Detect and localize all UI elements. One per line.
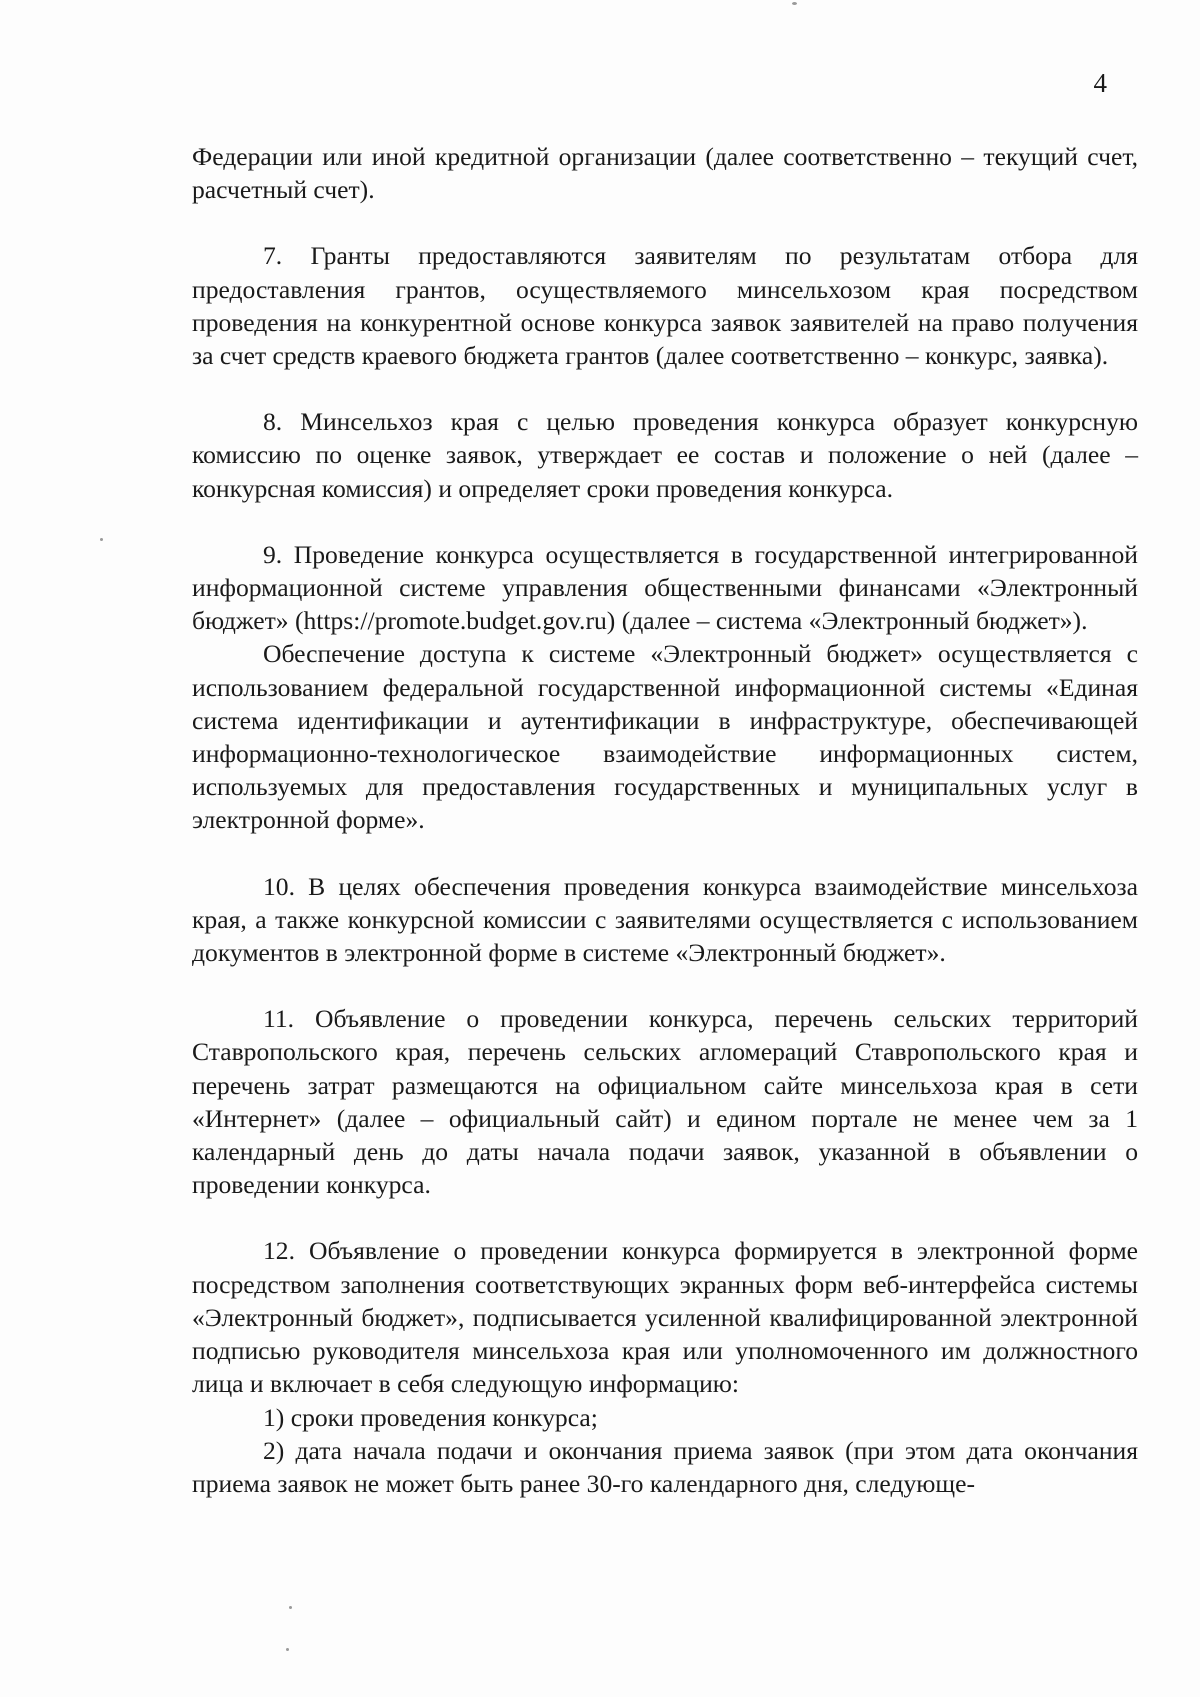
- page-number: 4: [1093, 68, 1107, 98]
- paragraph-9: 9. Проведение конкурса осуществляется в государственной интегрированной информационной системе управления общественными финансами «Электронный бюджет» (https://promote.budget.gov.ru) (далее – система «Электронный бюджет»).: [192, 539, 1138, 636]
- paragraph-7: 7. Гранты предоставляются заявителям по результатам отбора для предоставления грантов, осуществляемого минсельхозом края посредством проведения на конкурентной основе конкурса заявок заявителей на право получения за счет средств краевого бюджета грантов (далее соответственно – конкурс, заявка).: [192, 241, 1138, 371]
- paragraph-10: 10. В целях обеспечения проведения конкурса взаимодействие минсельхоза края, а также конкурсной комиссии с заявителями осуществляется с использованием документов в электронной форме в системе «Электронный бюджет».: [192, 871, 1138, 968]
- scan-speck-bottom-2: [286, 1648, 289, 1651]
- scan-speck-top: [792, 2, 797, 5]
- document-text: [192, 140, 1138, 1500]
- list-item-12-1: 1) сроки проведения конкурса;: [263, 1402, 598, 1432]
- paragraph-8: 8. Минсельхоз края с целью проведения конкурса образует конкурсную комиссию по оценке заявок, утверждает ее состав и положение о ней (далее – конкурсная комиссия) и определяет сроки проведения конкурса.: [192, 407, 1138, 503]
- list-item-12-2: 2) дата начала подачи и окончания приема заявок (при этом дата окончания приема заявок не может быть ранее 30-го календарного дня, следующе-: [192, 1435, 1138, 1498]
- paragraph-11: 11. Объявление о проведении конкурса, перечень сельских территорий Ставропольского края, перечень сельских агломераций Ставропольского края и перечень затрат размещаются на официальном сайте минсельхоза края в сети «Интернет» (далее – официальный сайт) и едином портале не менее чем за 1 календарный день до даты начала подачи заявок, указанной в объявлении о проведении конкурса.: [192, 1004, 1138, 1200]
- paragraph-9-access: Обеспечение доступа к системе «Электронный бюджет» осуществляется с использованием федеральной государственной информационной системы «Единая система идентификации и аутентификации в инфраструктуре, обеспечивающей информационно-технологическое взаимодействие информационных систем, используемых для предоставления государственных и муниципальных услуг в электронной форме».: [192, 639, 1138, 835]
- paragraph-12: 12. Объявление о проведении конкурса формируется в электронной форме посредством заполнения соответствующих экранных форм веб-интерфейса системы «Электронный бюджет», подписывается усиленной квалифицированной электронной подписью руководителя минсельхоза края или уполномоченного им должностного лица и включает в себя следующую информацию:: [192, 1236, 1138, 1399]
- scan-speck-bottom-1: [289, 1606, 292, 1609]
- paragraph-continuation: Федерации или иной кредитной организации (далее соответственно – текущий счет, расчетный счет).: [192, 142, 1138, 205]
- scan-speck-margin: [100, 538, 103, 541]
